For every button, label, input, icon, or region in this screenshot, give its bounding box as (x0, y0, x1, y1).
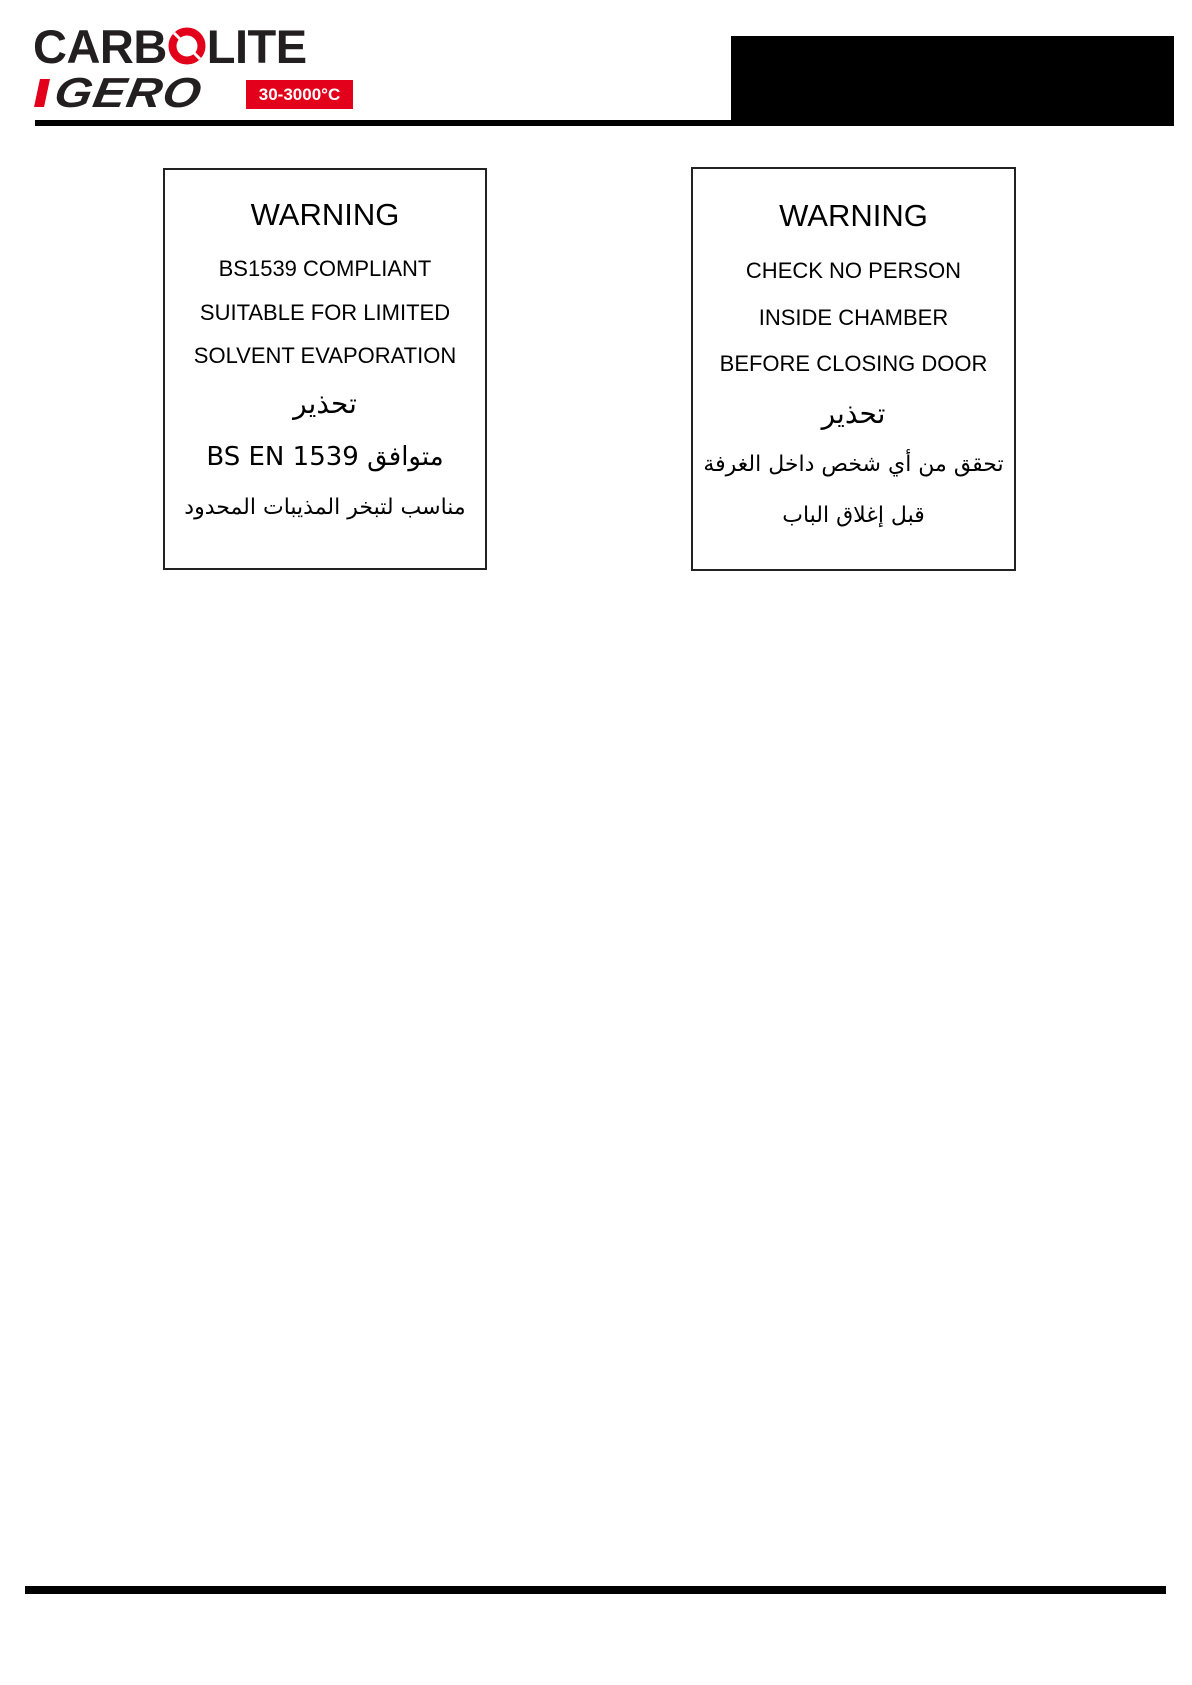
label-line: SUITABLE FOR LIMITED (199, 300, 451, 325)
logo-red-slash (34, 79, 50, 107)
logo-o-ring-icon (168, 27, 206, 65)
warning-label-chamber (691, 167, 1016, 571)
label-arabic-line: مناسب لتبخر المذيبات المحدود (184, 495, 466, 520)
label-arabic-line: BS EN 1539 متوافق (206, 442, 444, 472)
header-black-block (731, 36, 1174, 126)
header-divider (35, 120, 1174, 126)
logo-temperature-badge: 30-3000°C (246, 80, 353, 109)
label-line: SOLVENT EVAPORATION (193, 343, 457, 368)
label-title: WARNING (250, 197, 400, 232)
warning-label-solvent (163, 168, 487, 570)
logo-wordmark-gero: GERO (50, 69, 207, 116)
carbolite-gero-logo (33, 20, 353, 116)
label-arabic-title: تحذير (293, 387, 357, 420)
label-line: BEFORE CLOSING DOOR (719, 351, 988, 376)
label-line: CHECK NO PERSON (745, 258, 962, 283)
footer-divider (25, 1586, 1166, 1594)
label-line: BS1539 COMPLIANT (218, 256, 432, 281)
logo-wordmark-carbolite (33, 22, 307, 72)
label-title: WARNING (779, 198, 928, 233)
label-arabic-line: قبل إغلاق الباب (782, 503, 925, 528)
logo-text-lite: LITE (206, 20, 307, 73)
logo-text-carb: CARB (33, 20, 167, 73)
logo-bottom-row (33, 69, 353, 116)
label-arabic-line: تحقق من أي شخص داخل الغرفة (703, 452, 1004, 477)
label-arabic-title: تحذير (821, 397, 886, 430)
label-line: INSIDE CHAMBER (758, 305, 949, 330)
